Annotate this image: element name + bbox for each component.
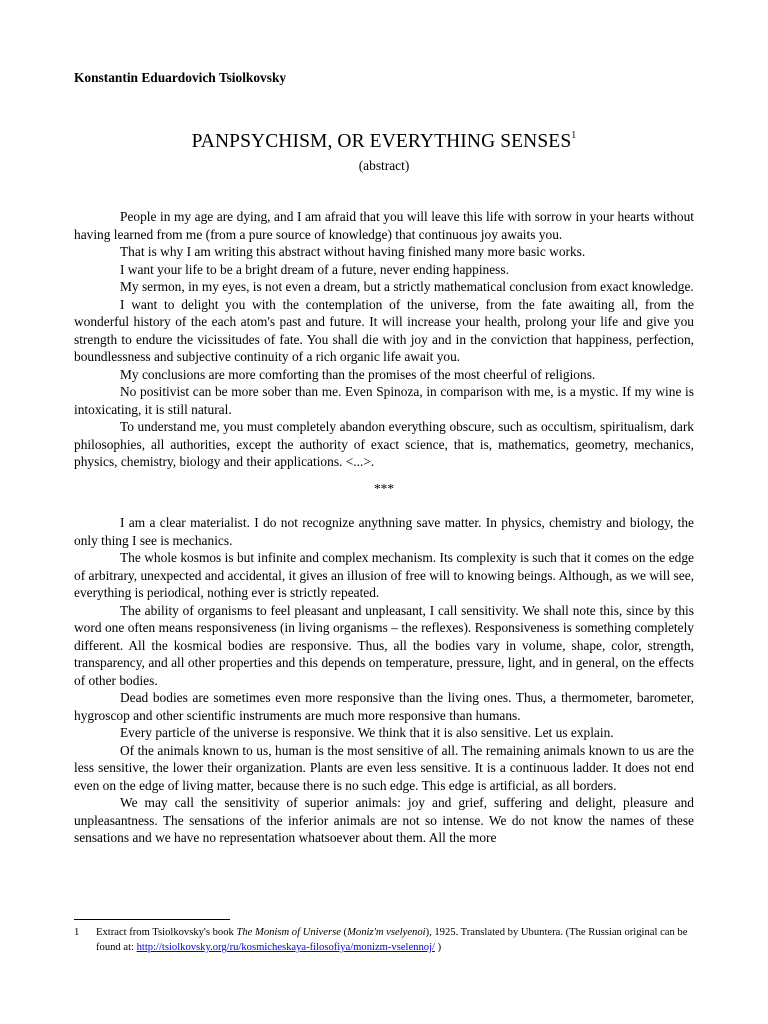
document-title xyxy=(0,131,768,153)
paragraph: My conclusions are more comforting than the promises of the most cheerful of religions. xyxy=(120,366,596,382)
footnote-text-part: ) xyxy=(434,942,442,953)
footnote-text-part: ( xyxy=(340,927,348,938)
paragraph: To understand me, you must completely abandon everything obscure, such as occultism, spiritualism, dark philosophies, all authorities, except the authority of exact science, that is, mathematics, geometry, mechanics, physics, chemistry, biology and their applications. <...>. xyxy=(74,419,694,469)
footnote-text xyxy=(96,925,696,955)
paragraph: That is why I am writing this abstract without having finished many more basic works. xyxy=(120,244,586,259)
footnote-number: 1 xyxy=(74,927,80,938)
paragraph: The whole kosmos is but infinite and complex mechanism. Its complexity is such that it comes on the edge of arbitrary, unexpected and accidental, it gives an illusion of free will to knowing beings. Although, as we will see, everything is periodical, nothing ever is strictly repeated. xyxy=(74,550,694,600)
footnote xyxy=(74,925,696,955)
paragraph: My sermon, in my eyes, is not even a dream, but a strictly mathematical conclusion from exact knowledge. xyxy=(120,279,694,294)
paragraph: Of the animals known to us, human is the most sensitive of all. The remaining animals known to us are the less sensitive, the lower their organization. Plants are even less sensitive. It is a continuous ladder. It does not end even on the edge of living matter, because there is no such edge. This edge is artificial, as all borders. xyxy=(74,742,694,793)
footnote-text-part: ), 1925. Translated by Ubuntera. (The Russian original can be found at: xyxy=(96,927,688,953)
paragraph: I want your life to be a bright dream of a future, never ending happiness. xyxy=(120,261,509,277)
title-text: PANPSYCHISM, OR EVERYTHING SENSES xyxy=(191,131,572,152)
footnote-text-part: Extract from Tsiolkovsky's book xyxy=(96,927,237,938)
footnote-divider xyxy=(74,919,230,920)
paragraph: Dead bodies are sometimes even more responsive than the living ones. Thus, a thermometer, barometer, hygroscop and other scientific instruments are much more responsive than humans. xyxy=(74,690,694,723)
source-link[interactable]: http://tsiolkovsky.org/ru/kosmicheskaya-filosofiya/monizm-vselennoj/ xyxy=(136,942,435,953)
document-body xyxy=(74,208,694,847)
paragraph: I am a clear materialist. I do not recognize anythning save matter. In physics, chemistry and biology, the only thing I see is mechanics. xyxy=(74,515,694,548)
paragraph: No positivist can be more sober than me. Even Spinoza, in comparison with me, is a mystic. If my wine is intoxicating, it is still natural. xyxy=(74,384,694,417)
book-title-russian: Moniz'm vselyenoi xyxy=(347,927,426,938)
section-separator: *** xyxy=(373,480,395,496)
author-name: Konstantin Eduardovich Tsiolkovsky xyxy=(74,70,287,85)
footnote-reference[interactable]: 1 xyxy=(571,130,577,141)
paragraph: I want to delight you with the contemplation of the universe, from the fate awaiting all, from the wonderful history of the each atom's past and future. It will increase your health, prolong your life and give you strength to endure the vicissitudes of fate. You shall die with joy and in the conviction that happiness, perfection, boundlessness and subjective continuity of a rich organic life await you. xyxy=(74,296,694,364)
paragraph: The ability of organisms to feel pleasant and unpleasant, I call sensitivity. We shall note this, since by this word one often means responsiveness (in living organisms – the reflexes). Responsiveness is something completely different. All the kosmical bodies are responsive. Thus, all the bodies vary in volume, shape, color, strength, transparency, and all other properties and this depends on temperature, pressure, light, and in general, on the effects of other bodies. xyxy=(74,602,694,688)
document-subtitle: (abstract) xyxy=(358,158,410,173)
paragraph: People in my age are dying, and I am afraid that you will leave this life with sorrow in your hearts without having learned from me (from a pure source of knowledge) that continuous joy awaits you. xyxy=(74,209,694,242)
paragraph: Every particle of the universe is responsive. We think that it is also sensitive. Let us explain. xyxy=(120,725,614,740)
paragraph: We may call the sensitivity of superior animals: joy and grief, suffering and delight, pleasure and unpleasantness. The sensations of the inferior animals are not so intense. We do not know the names of these sensations and we have no representation whatsoever about them. All the more xyxy=(74,795,694,845)
book-title: The Monism of Universe xyxy=(236,927,341,938)
